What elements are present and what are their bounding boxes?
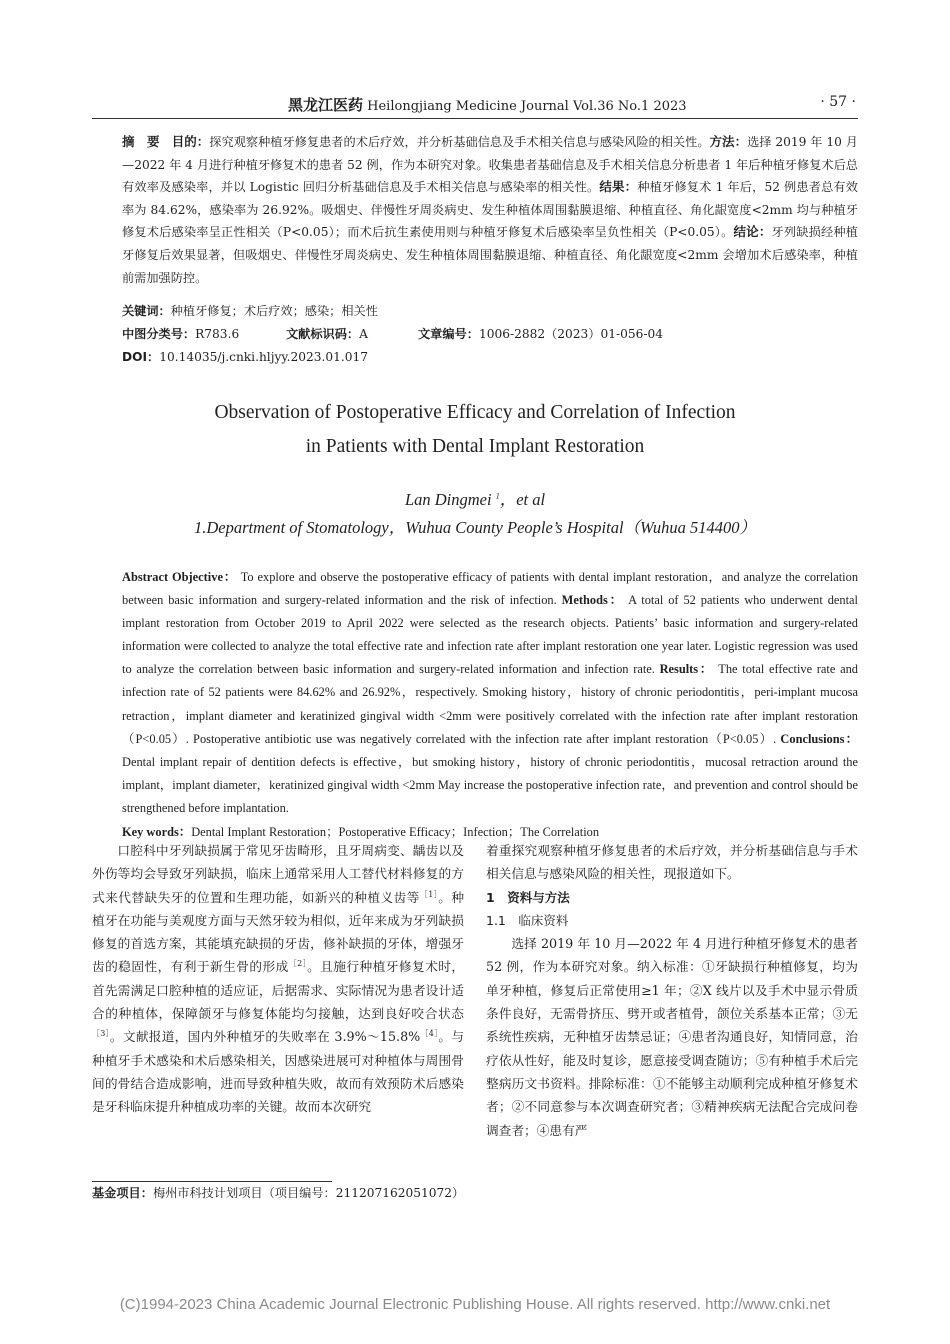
intro-text-3: 。且施行种植牙修复术时，首先需满足口腔种植的适应证，后据需求、实际情况为患者设计适合的种植体，保障颌牙与修复体能均匀接触，达到良好咬合状态 [92,959,465,1022]
conclusion-text-cn: 牙列缺损经种植牙修复后效果显著，但吸烟史、伴慢性牙周炎病史、发生种植体周围黏膜退缩、种植直径、角化龈宽度<2mm 会增加术后感染率，种植前需加强防控。 [122,225,858,285]
citation-4: ［4］ [420,1029,439,1039]
journal-name-cn: 黑龙江医药 [288,96,364,114]
keywords-cn [122,302,378,319]
journal-name-en: Heilongjiang Medicine Journal Vol.36 No.1 2023 [367,99,687,114]
keywords-label-en: Key words： [122,825,192,839]
keywords-value-en: Dental Implant Restoration；Postoperative Efficacy；Infection；The Correlation [191,825,600,839]
clc-label: 中图分类号： [122,327,196,341]
footnote-divider [92,1181,332,1182]
copyright-footer: (C)1994-2023 China Academic Journal Electronic Publishing House. All rights reserved. http://www.cnki.net [119,1296,831,1313]
doc-code-value: A [359,327,368,341]
clc-value: R783.6 [195,327,240,341]
conclusion-label-cn: 结论： [733,224,772,240]
english-title [92,396,858,464]
results-text-en: The total effective rate and infection rate of 52 patients were 84.62% and 26.92%，respectively. Smoking history，history of chronic periodontitis，peri-implant mucosa retraction，implant diameter and keratinized gingival width <2mm were positively correlated with the infection rate after implant restoration（P<0.05）. Postoperative antibiotic use was negatively correlated with the infection rate after implant restoration（P<0.05）. [122,662,858,746]
keywords-label-cn: 关键词： [122,304,171,318]
clinical-data-paragraph: 选择 2019 年 10 月—2022 年 4 月进行种植牙修复术的患者 52 例，作为本研究对象。纳入标准：①牙缺损行种植修复，均为单牙种植，修复后正常使用≥1 年；②X 线片以及手术中显示骨质条件良好，无需骨挤压、劈开或者植骨，颌位关系基本正常；③无系统性疾病，无种植牙齿禁忌证；④患者沟通良好，知情同意，治疗依从性好，能及时复诊，愿意接受调查随访；⑤有种植手术后完整病历文书资料。排除标准：①不能够主动顺利完成种植牙修复术者；②不同意参与本次调查研究者；③精神疾病无法配合完成问卷调查者；④患有严 [486,936,858,1138]
body-column-left [92,839,464,1119]
running-header [92,94,858,116]
funding-label: 基金项目： [92,1186,153,1200]
objective-label-cn: 目的： [171,134,210,149]
intro-continuation: 着重探究观察种植牙修复患者的术后疗效，并分析基础信息与手术相关信息与感染风险的相关性，现报道如下。 [486,843,858,882]
article-no-value: 1006-2882（2023）01-056-04 [478,327,663,341]
methods-label-cn: 方法： [709,134,748,149]
document-code [286,325,368,342]
english-abstract [92,566,858,820]
section-heading-materials-methods: 1 资料与方法 [486,889,570,905]
doi-value: 10.14035/j.cnki.hljyy.2023.01.017 [159,350,369,364]
citation-3: ［3］ [92,1029,110,1039]
citation-1: ［1］ [419,889,439,899]
doi-label: DOI： [122,350,160,364]
abstract-objective-label: Abstract Objective： [122,570,237,584]
section-heading-clinical-data: 1.1 临床资料 [486,912,569,928]
english-title-line-1: Observation of Postoperative Efficacy and Correlation of Infection [214,402,736,423]
author-superscript: 1 [495,491,500,501]
conclusions-label-en: Conclusions： [780,731,858,746]
body-column-right [486,839,858,1142]
funding-footnote [92,1184,464,1201]
english-title-line-2: in Patients with Dental Implant Restoration [305,436,645,457]
results-label-en: Results： [659,662,714,677]
article-number [418,325,663,342]
author-name: Lan Dingmei [404,490,492,509]
doi [122,348,368,365]
objective-text-en: To explore and observe the postoperative efficacy of patients with dental implant restoration，and analyze the correlation between basic information and surgery-related information and the risk of infection. [122,570,859,608]
intro-text-5: 。与种植牙手术感染和术后感染相关，因感染进展可对种植体与周围骨间的骨结合造成影响，进而导致种植失败，故而有效预防术后感染是牙科临床提升种植成功率的关键。故而本次研究 [92,1029,465,1115]
header-divider [92,118,858,119]
clc-number [122,325,239,342]
chinese-abstract [92,131,858,289]
author-etal: ，et al [499,490,546,509]
keywords-en [122,822,599,840]
citation-2: ［2］ [288,959,308,969]
author-line [92,486,858,510]
article-no-label: 文章编号： [418,327,479,341]
affiliation: 1.Department of Stomatology，Wuhua County People’s Hospital（Wuhua 514400） [193,518,757,537]
page-number: · 57 · [820,94,856,110]
intro-text-4: 。文献报道，国内外种植牙的失败率在 3.9%～15.8% [109,1029,421,1045]
doc-code-label: 文献标识码： [286,327,360,341]
funding-value: 梅州市科技计划项目（项目编号：211207162051072） [152,1186,465,1200]
keywords-value-cn: 种植牙修复；术后疗效；感染；相关性 [170,304,378,318]
methods-text-en: A total of 52 patients who underwent dental implant restoration from October 2019 to April 2022 were selected as the research objects. Patients’ basic information and surgery-related information were collected to analyze the total effective rate and infection rate after implant restoration one year later. Logistic regression was used to analyze the correlation between basic information and surgery-related information and infection rate. [122,593,858,677]
intro-text-2: 。种植牙在功能与美观度方面与天然牙较为相似，近年来成为牙列缺损修复的首选方案，其能填充缺损的牙齿，修补缺损的牙体，增强牙齿的稳固性，有利于新生骨的形成 [92,889,465,975]
results-label-cn: 结果： [599,179,638,195]
intro-text-1: 口腔科中牙列缺损属于常见牙齿畸形，且牙周病变、龋齿以及外伤等均会导致牙列缺损，临床上通常采用人工替代材料修复的方式来代替缺失牙的位置和生理功能，如新兴的种植义齿等 [92,843,464,905]
abstract-label-cn: 摘 要 [122,134,160,149]
methods-label-en: Methods： [561,593,624,608]
intro-paragraph [92,839,464,1119]
conclusions-text-en: Dental implant repair of dentition defects is effective，but smoking history，history of chronic periodontitis，mucosal retraction around the implant，implant diameter，keratinized gingival width <2mm May increase the postoperative infection rate，and prevention and control should be strengthened before implantation. [122,754,858,815]
journal-header [288,94,687,115]
methods-text-cn: 选择 2019 年 10 月—2022 年 4 月进行种植牙修复术的患者 52 例，作为本研究对象。收集患者基础信息及手术相关信息分析患者 1 年后种植牙修复术后总有效率及感染率，并以 Logistic 回归分析基础信息及手术相关信息与感染率的相关性。 [122,135,858,195]
results-text-cn: 种植牙修复术 1 年后，52 例患者总有效率为 84.62%，感染率为 26.92%。吸烟史、伴慢性牙周炎病史、发生种植体周围黏膜退缩、种植直径、角化龈宽度<2mm 均与种植牙修复术后感染率呈正性相关（P<0.05）；而术后抗生素使用则与种植牙修复术后感染率呈负性相关（P<0.05）。 [122,180,858,240]
objective-text-cn: 探究观察种植牙修复患者的术后疗效，并分析基础信息及手术相关信息与感染风险的相关性。 [209,135,710,149]
